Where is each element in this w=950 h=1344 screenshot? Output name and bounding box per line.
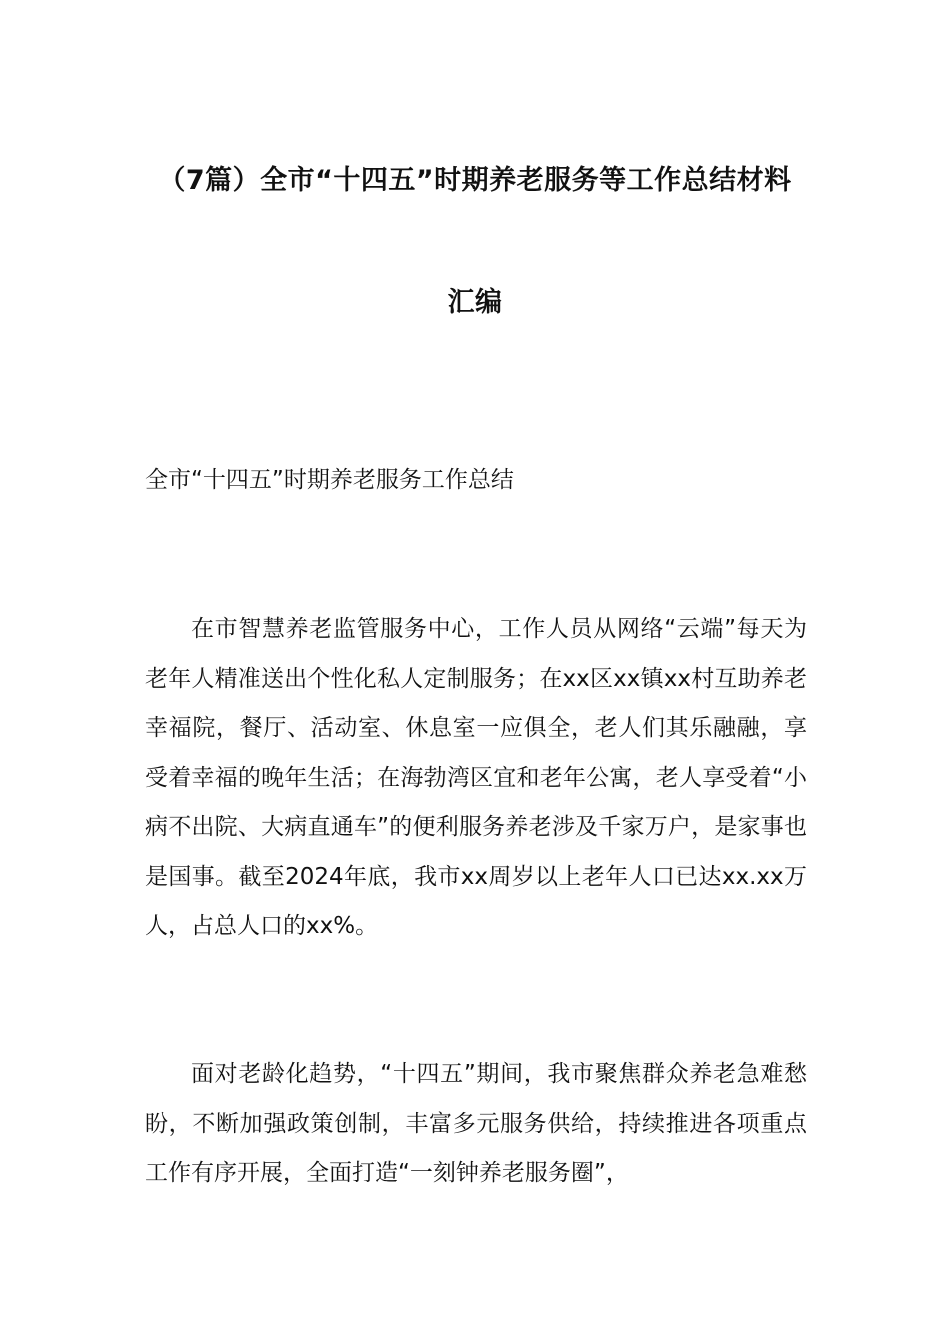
document-title-line-1: （7篇）全市“十四五”时期养老服务等工作总结材料 bbox=[158, 165, 792, 196]
document-title-line-2: 汇编 bbox=[447, 287, 503, 318]
section-subtitle: 全市“十四五”时期养老服务工作总结 bbox=[145, 467, 514, 493]
body-paragraph-2: 面对老龄化趋势，“十四五”期间，我市聚焦群众养老急难愁盼，不断加强政策创制，丰富多元服务供给，持续推进各项重点工作有序开展，全面打造“一刻钟养老服务圈”， bbox=[145, 1061, 807, 1186]
body-paragraph-1: 在市智慧养老监管服务中心，工作人员从网络“云端”每天为老年人精准送出个性化私人定制服务；在xx区xx镇xx村互助养老幸福院，餐厅、活动室、休息室一应俱全，老人们其乐融融，享受着幸福的晚年生活；在海勃湾区宜和老年公寓，老人享受着“小病不出院、大病直通车”的便利服务养老涉及千家万户，是家事也是国事。截至2024年底，我市xx周岁以上老年人口已达xx.xx万人，占总人口的xx%。 bbox=[145, 616, 807, 939]
